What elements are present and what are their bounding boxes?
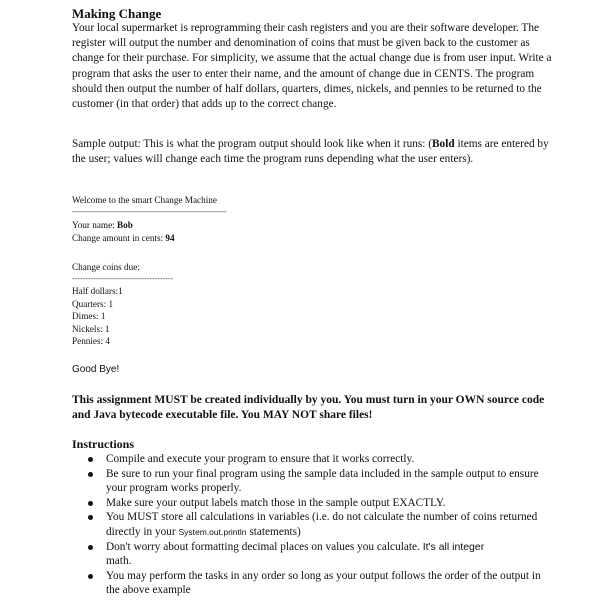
inline-code: System.out.println: [178, 526, 247, 537]
instruction-text: Make sure your output labels match those in the sample output EXACTLY.: [106, 496, 446, 509]
instruction-text-a: You MUST store all calculations in variables (i.e. do not calculate the number of coins returned directly in your: [106, 511, 538, 538]
sample-coins-due: Change coins due:: [72, 262, 140, 272]
list-item: [88, 452, 548, 467]
list-item: [88, 496, 548, 511]
intro-paragraph: Your local supermarket is reprogramming their cash registers and you are their software developer. The register will output the number and denomination of coins that must be given back to the customer as change for their purchase. For simplicity, we assume that the actual change due is from user input. Write a program that asks the user to enter their name, and the amount of change due in CENTS. The program should then output the number of half dollars, quarters, dimes, nickels, and pennies to be returned to the customer (in that order) that adds up to the correct change.: [72, 22, 552, 111]
sample-pennies: Pennies: 4: [72, 336, 111, 346]
instruction-text-b: math.: [106, 555, 132, 568]
sample-amount-value: 94: [165, 233, 175, 243]
bullet-icon: [88, 457, 93, 462]
instructions-title: Instructions: [72, 437, 135, 451]
sample-name-line: [72, 220, 133, 230]
instructions-list: [88, 452, 548, 598]
sample-name-value: Bob: [117, 220, 133, 230]
instruction-text: Compile and execute your program to ensure that it works correctly.: [106, 453, 415, 465]
sample-name-label: Your name:: [72, 220, 118, 230]
sample-goodbye: Good Bye!: [72, 364, 120, 375]
list-item: [88, 510, 548, 539]
instruction-text-a: Don't worry about formatting decimal places on values you calculate.: [106, 540, 423, 553]
sample-divider-long: ----------------------------------------------------------: [72, 207, 227, 216]
sample-divider-short: --------------------------------------: [72, 274, 174, 283]
sample-quarters: Quarters: 1: [72, 299, 114, 309]
instruction-sans-text: It's all integer: [422, 540, 485, 553]
sample-intro-text-a: Sample output: This is what the program output should look like when it runs: (: [72, 138, 433, 150]
sample-half-dollars: Half dollars:1: [72, 286, 123, 296]
sample-intro-bold: Bold: [432, 138, 455, 150]
page-title: Making Change: [72, 6, 162, 21]
sample-intro-paragraph: [72, 137, 552, 167]
sample-amount-label: Change amount in cents:: [72, 233, 166, 243]
sample-intro-text-b: items are entered by the user; values will change each time the program runs depending what the user enters).: [72, 138, 549, 166]
list-item: [88, 569, 548, 598]
list-item: [88, 540, 548, 569]
instruction-text: Be sure to run your final program using the sample data included in the sample output to ensure your program works properly.: [106, 467, 539, 495]
list-item: [88, 467, 548, 496]
bullet-icon: [88, 574, 93, 579]
bullet-icon: [88, 515, 93, 520]
sample-dimes: Dimes: 1: [72, 311, 106, 321]
bullet-icon: [88, 545, 93, 550]
sample-nickels: Nickels: 1: [72, 324, 110, 334]
individual-work-warning: This assignment MUST be created individually by you. You must turn in your OWN source code and Java bytecode executable file. You MAY NOT share files!: [72, 394, 545, 421]
instruction-text-b: statements): [246, 525, 301, 538]
bullet-icon: [88, 501, 93, 506]
sample-welcome: Welcome to the smart Change Machine: [72, 195, 217, 205]
bullet-icon: [88, 472, 93, 477]
sample-amount-line: [72, 233, 175, 243]
instruction-text: You may perform the tasks in any order so long as your output follows the order of the output in the above example: [106, 569, 541, 597]
